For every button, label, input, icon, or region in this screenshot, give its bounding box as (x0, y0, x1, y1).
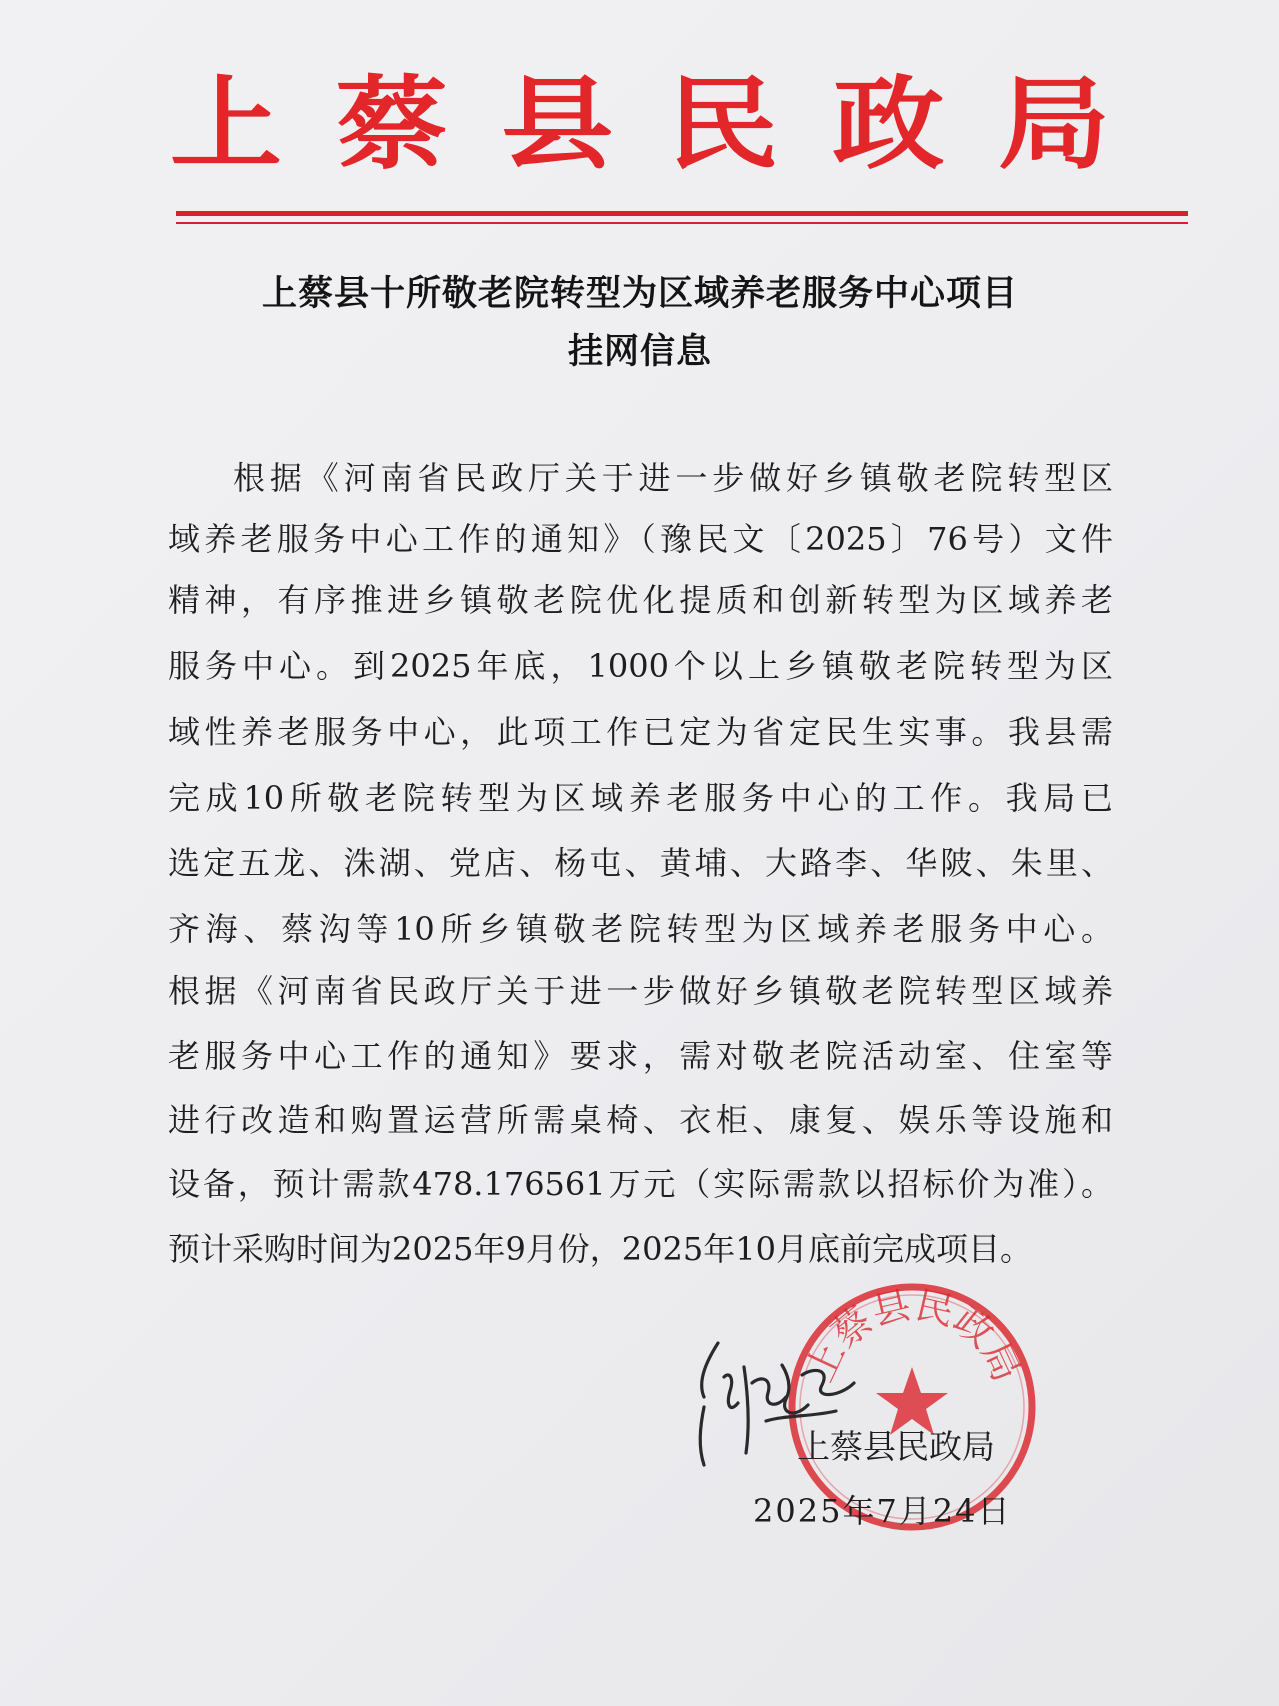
body-line: 齐海、蔡沟等10所乡镇敬老院转型为区域养老服务中心。 (168, 910, 1113, 948)
agency-char: 局 (997, 66, 1110, 184)
agency-char: 县 (501, 66, 614, 184)
body-line: 域性养老服务中心，此项工作已定为省定民生实事。我县需 (168, 713, 1113, 751)
agency-char: 蔡 (335, 66, 448, 184)
agency-char: 政 (832, 66, 945, 184)
body-line: 精神，有序推进乡镇敬老院优化提质和创新转型为区域养老 (168, 581, 1113, 619)
body-line: 根据《河南省民政厅关于进一步做好乡镇敬老院转型区 (233, 459, 1113, 497)
signing-date: 2025年7月24日 (753, 1492, 1012, 1530)
signing-organization: 上蔡县民政局 (797, 1427, 995, 1466)
body-line: 进行改造和购置运营所需桌椅、衣柜、康复、娱乐等设施和 (168, 1101, 1113, 1139)
body-line: 完成10所敬老院转型为区域养老服务中心的工作。我局已 (168, 779, 1113, 817)
header-divider-thick (176, 211, 1188, 216)
body-line: 预计采购时间为2025年9月份，2025年10月底前完成项目。 (168, 1230, 1032, 1268)
body-line: 服务中心。到2025年底，1000个以上乡镇敬老院转型为区 (168, 647, 1113, 685)
agency-char: 民 (666, 66, 779, 184)
star-icon (876, 1367, 948, 1435)
header-divider-thin (176, 222, 1188, 224)
agency-header (170, 60, 1110, 190)
body-line: 域养老服务中心工作的通知》（豫民文〔2025〕76号）文件 (168, 520, 1113, 558)
seal-text: 上蔡县民政局 (797, 1282, 1029, 1389)
body-line: 选定五龙、洙湖、党店、杨屯、黄埔、大路李、华陂、朱里、 (168, 844, 1113, 882)
body-line: 根据《河南省民政厅关于进一步做好乡镇敬老院转型区域养 (168, 972, 1113, 1010)
body-line: 设备，预计需款478.176561万元（实际需款以招标价为准）。 (168, 1165, 1113, 1203)
document-title-line-2: 挂网信息 (567, 332, 712, 372)
document-title-line-1: 上蔡县十所敬老院转型为区域养老服务中心项目 (261, 274, 1018, 314)
agency-char: 上 (170, 66, 282, 184)
body-line: 老服务中心工作的通知》要求，需对敬老院活动室、住室等 (168, 1037, 1113, 1075)
